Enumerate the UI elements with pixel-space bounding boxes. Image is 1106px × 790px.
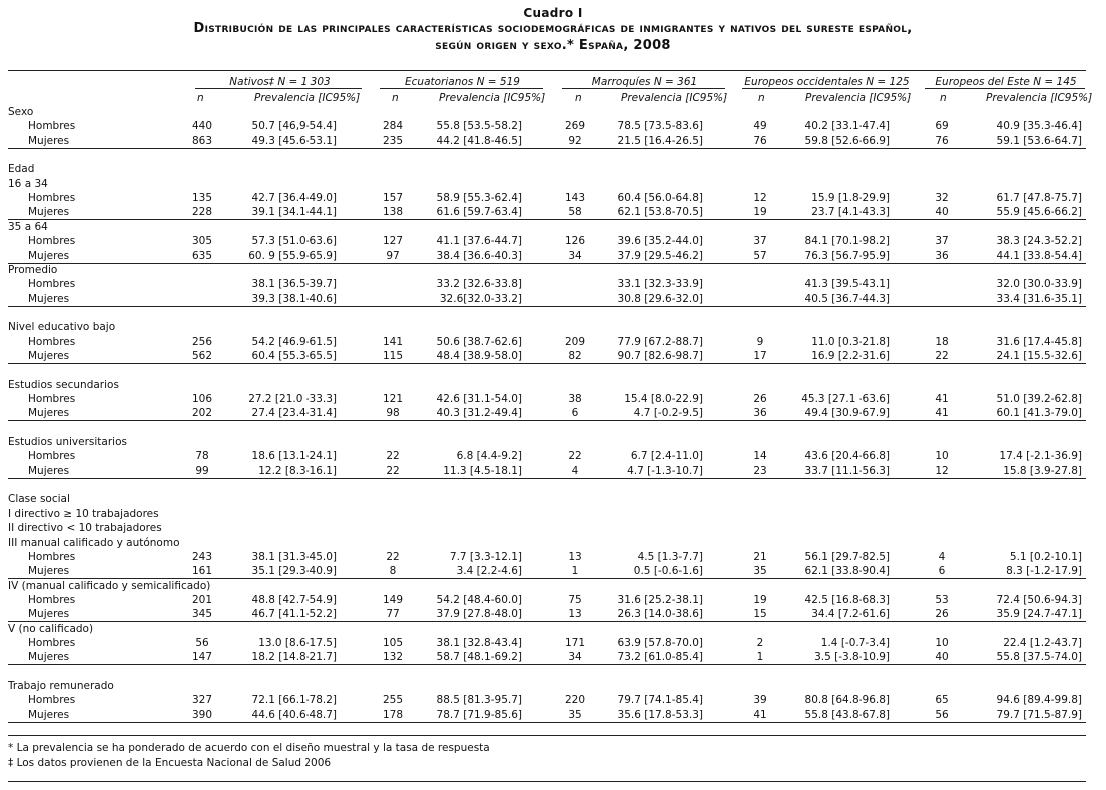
row-label: Hombres <box>28 278 76 291</box>
prevalence-cell: 33.4 [31.6-35.1] <box>996 292 1082 305</box>
prevalence-cell: 41.1 [37.6-44.7] <box>436 235 522 248</box>
section-label: 16 a 34 <box>8 177 48 190</box>
prevalence-cell: 31.6 [17.4-45.8] <box>996 335 1082 348</box>
prevalence-cell: 76.3 [56.7-95.9] <box>804 249 890 262</box>
col-n-header: n <box>392 92 399 104</box>
n-cell: 19 <box>753 206 767 219</box>
row-label: Hombres <box>28 593 76 606</box>
prevalence-cell: 33.1 [32.3-33.9] <box>617 278 703 291</box>
row-label: Mujeres <box>28 651 70 664</box>
prevalence-cell: 55.9 [45.6-66.2] <box>996 206 1082 219</box>
n-cell: 255 <box>382 694 404 707</box>
prevalence-cell: 3.5 [-3.8-10.9] <box>814 651 890 664</box>
n-cell: 13 <box>568 608 582 621</box>
prevalence-cell: 54.2 [48.4-60.0] <box>436 593 522 606</box>
col-prev-header: Prevalencia [IC95%] <box>439 92 546 104</box>
col-n-header: n <box>940 92 947 104</box>
col-prev-header: Prevalencia [IC95%] <box>621 92 728 104</box>
prevalence-cell: 35.6 [17.8-53.3] <box>617 708 703 721</box>
prevalence-cell: 80.8 [64.8-96.8] <box>804 694 890 707</box>
section-label: Trabajo remunerado <box>8 680 114 692</box>
section-label: Edad <box>8 163 35 176</box>
row-label: Hombres <box>28 393 76 405</box>
prevalence-cell: 62.1 [53.8-70.5] <box>617 206 703 219</box>
n-cell: 65 <box>935 694 949 707</box>
prevalence-cell: 72.4 [50.6-94.3] <box>996 593 1082 606</box>
prevalence-cell: 13.0 [8.6-17.5] <box>258 636 337 649</box>
n-cell: 77 <box>386 608 400 621</box>
section-label: II directivo < 10 trabajadores <box>8 522 162 535</box>
row-rule <box>8 478 1086 479</box>
row-label: Hombres <box>28 120 76 133</box>
prevalence-cell: 26.3 [14.0-38.6] <box>617 608 703 621</box>
n-cell: 92 <box>568 134 582 147</box>
prevalence-cell: 72.1 [66.1-78.2] <box>251 694 337 707</box>
prevalence-cell: 79.7 [71.5-87.9] <box>996 708 1082 721</box>
n-cell: 143 <box>564 192 586 205</box>
group-underline <box>925 88 1085 89</box>
prevalence-cell: 38.1 [32.8-43.4] <box>436 636 522 649</box>
prevalence-cell: 39.3 [38.1-40.6] <box>251 292 337 305</box>
prevalence-cell: 12.2 [8.3-16.1] <box>258 464 337 477</box>
prevalence-cell: 21.5 [16.4-26.5] <box>617 134 703 147</box>
group-header: Ecuatorianos N = 519 <box>405 76 520 88</box>
n-cell: 57 <box>753 249 767 262</box>
col-n-header: n <box>758 92 765 104</box>
n-cell: 14 <box>753 450 767 463</box>
n-cell: 21 <box>753 550 767 563</box>
n-cell: 147 <box>191 651 213 664</box>
n-cell: 220 <box>564 694 586 707</box>
group-underline <box>380 88 543 89</box>
prevalence-cell: 6.8 [4.4-9.2] <box>456 450 522 463</box>
section-label: Clase social <box>8 493 70 506</box>
prevalence-cell: 35.1 [29.3-40.9] <box>251 565 337 578</box>
n-cell: 37 <box>753 235 767 248</box>
n-cell: 863 <box>191 134 213 147</box>
group-header: Europeos occidentales N = 125 <box>744 76 910 88</box>
prevalence-cell: 24.1 [15.5-32.6] <box>996 349 1082 362</box>
section-label: I directivo ≥ 10 trabajadores <box>8 507 159 520</box>
prevalence-cell: 39.6 [35.2-44.0] <box>617 235 703 248</box>
prevalence-cell: 48.8 [42.7-54.9] <box>251 593 337 606</box>
prevalence-cell: 43.6 [20.4-66.8] <box>804 450 890 463</box>
prevalence-cell: 61.7 [47.8-75.7] <box>996 192 1082 205</box>
n-cell: 15 <box>753 608 767 621</box>
prevalence-cell: 60.4 [55.3-65.5] <box>251 349 337 362</box>
prevalence-cell: 5.1 [0.2-10.1] <box>1009 550 1082 563</box>
n-cell: 17 <box>753 349 767 362</box>
section-label: Estudios universitarios <box>8 436 127 449</box>
n-cell: 32 <box>935 192 949 205</box>
prevalence-cell: 37.9 [27.8-48.0] <box>436 608 522 621</box>
n-cell: 39 <box>753 694 767 707</box>
n-cell: 149 <box>382 593 404 606</box>
prevalence-cell: 54.2 [46.9-61.5] <box>251 335 337 348</box>
group-header: Nativos‡ N = 1 303 <box>229 76 331 88</box>
prevalence-cell: 78.7 [71.9-85.6] <box>436 708 522 721</box>
row-label: Hombres <box>28 235 76 248</box>
n-cell: 41 <box>935 407 949 420</box>
prevalence-cell: 38.4 [36.6-40.3] <box>436 249 522 262</box>
prevalence-cell: 4.5 [1.3-7.7] <box>637 550 703 563</box>
n-cell: 37 <box>935 235 949 248</box>
n-cell: 41 <box>753 708 767 721</box>
group-underline <box>742 88 909 89</box>
n-cell: 58 <box>568 206 582 219</box>
prevalence-cell: 38.1 [36.5-39.7] <box>251 278 337 291</box>
prevalence-cell: 56.1 [29.7-82.5] <box>804 550 890 563</box>
row-label: Mujeres <box>28 249 70 262</box>
prevalence-cell: 55.8 [43.8-67.8] <box>804 708 890 721</box>
group-underline <box>195 88 362 89</box>
prevalence-cell: 42.6 [31.1-54.0] <box>436 393 522 405</box>
n-cell: 121 <box>382 393 404 405</box>
n-cell: 34 <box>568 651 582 664</box>
n-cell: 4 <box>938 550 946 563</box>
row-rule <box>8 664 1086 665</box>
section-label: IV (manual calificado y semicalificado) <box>8 579 211 592</box>
n-cell: 8 <box>389 565 397 578</box>
n-cell: 243 <box>191 550 213 563</box>
prevalence-cell: 18.2 [14.8-21.7] <box>251 651 337 664</box>
n-cell: 6 <box>571 407 579 420</box>
prevalence-cell: 55.8 [37.5-74.0] <box>996 651 1082 664</box>
n-cell: 98 <box>386 407 400 420</box>
n-cell: 284 <box>382 120 404 133</box>
n-cell: 75 <box>568 593 582 606</box>
n-cell: 562 <box>191 349 213 362</box>
section-label: III manual calificado y autónomo <box>8 536 180 549</box>
section-label: Nivel educativo bajo <box>8 321 116 334</box>
prevalence-cell: 45.3 [27.1 -63.6] <box>801 393 890 405</box>
prevalence-cell: 27.2 [21.0 -33.3] <box>248 393 337 405</box>
prevalence-cell: 58.7 [48.1-69.2] <box>436 651 522 664</box>
group-header: Marroquíes N = 361 <box>591 76 698 88</box>
col-prev-header: Prevalencia [IC95%] <box>986 92 1093 104</box>
n-cell: 82 <box>568 349 582 362</box>
row-rule <box>8 306 1086 307</box>
n-cell: 228 <box>191 206 213 219</box>
n-cell: 76 <box>753 134 767 147</box>
n-cell: 26 <box>753 393 767 405</box>
row-label: Hombres <box>28 694 76 707</box>
prevalence-cell: 46.7 [41.1-52.2] <box>251 608 337 621</box>
n-cell: 10 <box>935 636 949 649</box>
n-cell: 6 <box>938 565 946 578</box>
prevalence-cell: 90.7 [82.6-98.7] <box>617 349 703 362</box>
prevalence-cell: 60.1 [41.3-79.0] <box>996 407 1082 420</box>
table-title-line-1: Distribución de las principales características sociodemográficas de inmigrantes y nativos del sureste español, <box>193 21 913 36</box>
prevalence-cell: 3.4 [2.2-4.6] <box>456 565 522 578</box>
prevalence-cell: 44.1 [33.8-54.4] <box>996 249 1082 262</box>
section-label: V (no calificado) <box>8 622 94 635</box>
row-label: Mujeres <box>28 292 70 305</box>
n-cell: 19 <box>753 593 767 606</box>
prevalence-cell: 61.6 [59.7-63.4] <box>436 206 522 219</box>
prevalence-cell: 41.3 [39.5-43.1] <box>804 278 890 291</box>
n-cell: 22 <box>568 450 582 463</box>
n-cell: 34 <box>568 249 582 262</box>
prevalence-cell: 32.6[32.0-33.2] <box>439 292 522 305</box>
footnote-rule <box>8 735 1086 736</box>
row-label: Mujeres <box>28 349 70 362</box>
prevalence-cell: 59.1 [53.6-64.7] <box>996 134 1082 147</box>
prevalence-cell: 38.3 [24.3-52.2] <box>996 235 1082 248</box>
n-cell: 69 <box>935 120 949 133</box>
prevalence-cell: 22.4 [1.2-43.7] <box>1003 636 1082 649</box>
prevalence-cell: 60.4 [56.0-64.8] <box>617 192 703 205</box>
n-cell: 9 <box>756 335 764 348</box>
prevalence-cell: 51.0 [39.2-62.8] <box>996 393 1082 405</box>
top-rule <box>8 70 1086 71</box>
n-cell: 41 <box>935 393 949 405</box>
prevalence-cell: 30.8 [29.6-32.0] <box>617 292 703 305</box>
row-label: Mujeres <box>28 134 70 147</box>
row-label: Hombres <box>28 550 76 563</box>
col-n-header: n <box>197 92 204 104</box>
row-label: Hombres <box>28 450 76 463</box>
n-cell: 12 <box>935 464 949 477</box>
n-cell: 269 <box>564 120 586 133</box>
footnote: * La prevalencia se ha ponderado de acuerdo con el diseño muestral y la tasa de respuesta <box>8 742 490 754</box>
prevalence-cell: 63.9 [57.8-70.0] <box>617 636 703 649</box>
n-cell: 157 <box>382 192 404 205</box>
prevalence-cell: 94.6 [89.4-99.8] <box>996 694 1082 707</box>
prevalence-cell: 84.1 [70.1-98.2] <box>804 235 890 248</box>
n-cell: 138 <box>382 206 404 219</box>
n-cell: 78 <box>195 450 209 463</box>
n-cell: 22 <box>386 550 400 563</box>
row-label: Mujeres <box>28 608 70 621</box>
prevalence-cell: 34.4 [7.2-61.6] <box>811 608 890 621</box>
n-cell: 106 <box>191 393 213 405</box>
n-cell: 49 <box>753 120 767 133</box>
prevalence-cell: 37.9 [29.5-46.2] <box>617 249 703 262</box>
prevalence-cell: 40.2 [33.1-47.4] <box>804 120 890 133</box>
n-cell: 635 <box>191 249 213 262</box>
n-cell: 390 <box>191 708 213 721</box>
prevalence-cell: 7.7 [3.3-12.1] <box>449 550 522 563</box>
n-cell: 36 <box>753 407 767 420</box>
n-cell: 56 <box>195 636 209 649</box>
prevalence-cell: 88.5 [81.3-95.7] <box>436 694 522 707</box>
row-label: Mujeres <box>28 206 70 219</box>
n-cell: 4 <box>571 464 579 477</box>
prevalence-cell: 16.9 [2.2-31.6] <box>811 349 890 362</box>
bottom-rule <box>8 781 1086 782</box>
row-label: Mujeres <box>28 464 70 477</box>
n-cell: 178 <box>382 708 404 721</box>
prevalence-cell: 38.1 [31.3-45.0] <box>251 550 337 563</box>
n-cell: 235 <box>382 134 404 147</box>
section-label: Promedio <box>8 263 58 276</box>
prevalence-cell: 49.3 [45.6-53.1] <box>251 134 337 147</box>
prevalence-cell: 42.5 [16.8-68.3] <box>804 593 890 606</box>
n-cell: 105 <box>382 636 404 649</box>
prevalence-cell: 39.1 [34.1-44.1] <box>251 206 337 219</box>
n-cell: 126 <box>564 235 586 248</box>
row-label: Hombres <box>28 192 76 205</box>
n-cell: 10 <box>935 450 949 463</box>
prevalence-cell: 15.9 [1.8-29.9] <box>811 192 890 205</box>
n-cell: 56 <box>935 708 949 721</box>
n-cell: 99 <box>195 464 209 477</box>
row-rule <box>8 148 1086 149</box>
prevalence-cell: 11.0 [0.3-21.8] <box>811 335 890 348</box>
row-rule <box>8 420 1086 421</box>
section-label: Sexo <box>8 106 34 118</box>
prevalence-cell: 73.2 [61.0-85.4] <box>617 651 703 664</box>
n-cell: 201 <box>191 593 213 606</box>
n-cell: 22 <box>935 349 949 362</box>
prevalence-cell: 55.8 [53.5-58.2] <box>436 120 522 133</box>
row-label: Mujeres <box>28 565 70 578</box>
row-label: Hombres <box>28 335 76 348</box>
n-cell: 1 <box>756 651 764 664</box>
section-label: 35 a 64 <box>8 220 48 233</box>
prevalence-cell: 23.7 [4.1-43.3] <box>811 206 890 219</box>
row-rule <box>8 219 1086 220</box>
col-prev-header: Prevalencia [IC95%] <box>805 92 912 104</box>
group-header: Europeos del Este N = 145 <box>935 76 1077 88</box>
prevalence-cell: 17.4 [-2.1-36.9] <box>999 450 1082 463</box>
n-cell: 22 <box>386 464 400 477</box>
n-cell: 141 <box>382 335 404 348</box>
table-caption: Cuadro I <box>523 6 583 20</box>
n-cell: 53 <box>935 593 949 606</box>
prevalence-cell: 62.1 [33.8-90.4] <box>804 565 890 578</box>
n-cell: 440 <box>191 120 213 133</box>
n-cell: 26 <box>935 608 949 621</box>
prevalence-cell: 58.9 [55.3-62.4] <box>436 192 522 205</box>
n-cell: 171 <box>564 636 586 649</box>
n-cell: 345 <box>191 608 213 621</box>
n-cell: 132 <box>382 651 404 664</box>
prevalence-cell: 0.5 [-0.6-1.6] <box>633 565 703 578</box>
group-underline <box>562 88 725 89</box>
n-cell: 161 <box>191 565 213 578</box>
prevalence-cell: 15.4 [8.0-22.9] <box>624 393 703 405</box>
prevalence-cell: 50.7 [46,9-54.4] <box>251 120 337 133</box>
n-cell: 1 <box>571 565 579 578</box>
prevalence-cell: 31.6 [25.2-38.1] <box>617 593 703 606</box>
n-cell: 40 <box>935 206 949 219</box>
footnote: ‡ Los datos provienen de la Encuesta Nacional de Salud 2006 <box>8 757 332 769</box>
n-cell: 13 <box>568 550 582 563</box>
n-cell: 127 <box>382 235 404 248</box>
prevalence-cell: 44.6 [40.6-48.7] <box>251 708 337 721</box>
n-cell: 115 <box>382 349 404 362</box>
prevalence-cell: 15.8 [3.9-27.8] <box>1003 464 1082 477</box>
prevalence-cell: 78.5 [73.5-83.6] <box>617 120 703 133</box>
prevalence-cell: 40.5 [36.7-44.3] <box>804 292 890 305</box>
prevalence-cell: 42.7 [36.4-49.0] <box>251 192 337 205</box>
n-cell: 2 <box>756 636 764 649</box>
prevalence-cell: 33.2 [32.6-33.8] <box>436 278 522 291</box>
row-label: Mujeres <box>28 708 70 721</box>
n-cell: 35 <box>753 565 767 578</box>
n-cell: 327 <box>191 694 213 707</box>
n-cell: 256 <box>191 335 213 348</box>
n-cell: 18 <box>935 335 949 348</box>
row-rule <box>8 722 1086 723</box>
prevalence-cell: 60. 9 [55.9-65.9] <box>248 249 337 262</box>
prevalence-cell: 50.6 [38.7-62.6] <box>436 335 522 348</box>
prevalence-cell: 4.7 [-1.3-10.7] <box>627 464 703 477</box>
prevalence-cell: 40.3 [31.2-49.4] <box>436 407 522 420</box>
n-cell: 35 <box>568 708 582 721</box>
prevalence-cell: 59.8 [52.6-66.9] <box>804 134 890 147</box>
n-cell: 12 <box>753 192 767 205</box>
col-prev-header: Prevalencia [IC95%] <box>254 92 361 104</box>
prevalence-cell: 8.3 [-1.2-17.9] <box>1006 565 1082 578</box>
prevalence-cell: 18.6 [13.1-24.1] <box>251 450 337 463</box>
n-cell: 202 <box>191 407 213 420</box>
n-cell: 40 <box>935 651 949 664</box>
prevalence-cell: 33.7 [11.1-56.3] <box>804 464 890 477</box>
n-cell: 22 <box>386 450 400 463</box>
n-cell: 76 <box>935 134 949 147</box>
prevalence-cell: 40.9 [35.3-46.4] <box>996 120 1082 133</box>
prevalence-cell: 6.7 [2.4-11.0] <box>630 450 703 463</box>
row-rule <box>8 263 1086 264</box>
n-cell: 209 <box>564 335 586 348</box>
row-rule <box>8 363 1086 364</box>
prevalence-cell: 35.9 [24.7-47.1] <box>996 608 1082 621</box>
table-title-line-2: según origen y sexo.* España, 2008 <box>435 38 671 53</box>
n-cell: 305 <box>191 235 213 248</box>
n-cell: 23 <box>753 464 767 477</box>
prevalence-cell: 44.2 [41.8-46.5] <box>436 134 522 147</box>
prevalence-cell: 11.3 [4.5-18.1] <box>443 464 522 477</box>
n-cell: 38 <box>568 393 582 405</box>
prevalence-cell: 27.4 [23.4-31.4] <box>251 407 337 420</box>
prevalence-cell: 77.9 [67.2-88.7] <box>617 335 703 348</box>
row-label: Mujeres <box>28 407 70 420</box>
n-cell: 97 <box>386 249 400 262</box>
prevalence-cell: 57.3 [51.0-63.6] <box>251 235 337 248</box>
prevalence-cell: 48.4 [38.9-58.0] <box>436 349 522 362</box>
prevalence-cell: 32.0 [30.0-33.9] <box>996 278 1082 291</box>
n-cell: 36 <box>935 249 949 262</box>
prevalence-cell: 1.4 [-0.7-3.4] <box>820 636 890 649</box>
row-rule <box>8 621 1086 622</box>
section-label: Estudios secundarios <box>8 378 119 391</box>
prevalence-cell: 4.7 [-0.2-9.5] <box>633 407 703 420</box>
prevalence-cell: 79.7 [74.1-85.4] <box>617 694 703 707</box>
row-label: Hombres <box>28 636 76 649</box>
prevalence-cell: 49.4 [30.9-67.9] <box>804 407 890 420</box>
n-cell: 135 <box>191 192 213 205</box>
col-n-header: n <box>575 92 582 104</box>
